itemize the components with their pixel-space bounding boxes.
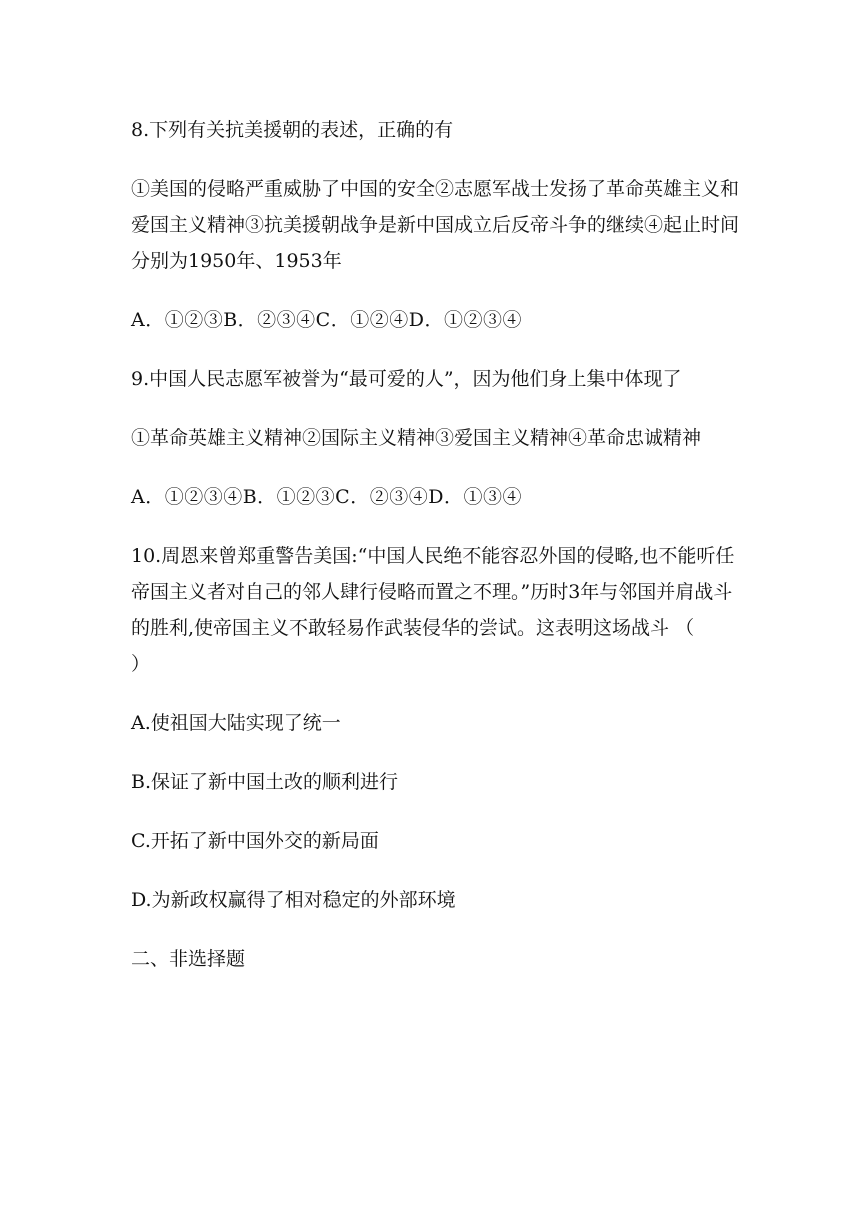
page-content [131, 112, 741, 977]
question-8-options: A．①②③B．②③④C．①②④D．①②③④ [131, 309, 522, 331]
section-heading: 二、非选择题 [131, 948, 246, 970]
question-9-options: A．①②③④B．①②③C．②③④D．①③④ [131, 486, 522, 508]
question-10-option-d: D.为新政权赢得了相对稳定的外部环境 [131, 889, 456, 911]
question-9-stem: 9.中国人民志愿军被誉为“最可爱的人”，因为他们身上集中体现了 [131, 368, 682, 390]
question-8-statements: ①美国的侵略严重威胁了中国的安全②志愿军战士发扬了革命英雄主义和爱国主义精神③抗美援朝战争是新中国成立后反帝斗争的继续④起止时间分别为1950年、1953年 [131, 178, 740, 272]
question-8-stem: 8.下列有关抗美援朝的表述，正确的有 [131, 119, 454, 141]
question-9-statements: ①革命英雄主义精神②国际主义精神③爱国主义精神④革命忠诚精神 [131, 427, 702, 449]
question-10-option-b: B.保证了新中国土改的顺利进行 [131, 771, 399, 793]
question-10-option-a: A.使祖国大陆实现了统一 [131, 712, 341, 734]
question-10-option-c: C.开拓了新中国外交的新局面 [131, 830, 379, 852]
question-10-stem: 10.周恩来曾郑重警告美国:“中国人民绝不能容忍外国的侵略,也不能听任帝国主义者对自己的邻人肆行侵略而置之不理。”历时3年与邻国并肩战斗的胜利,使帝国主义不敢轻易作武装侵华的尝试。这表明这场战斗 （ ） [131, 545, 735, 675]
